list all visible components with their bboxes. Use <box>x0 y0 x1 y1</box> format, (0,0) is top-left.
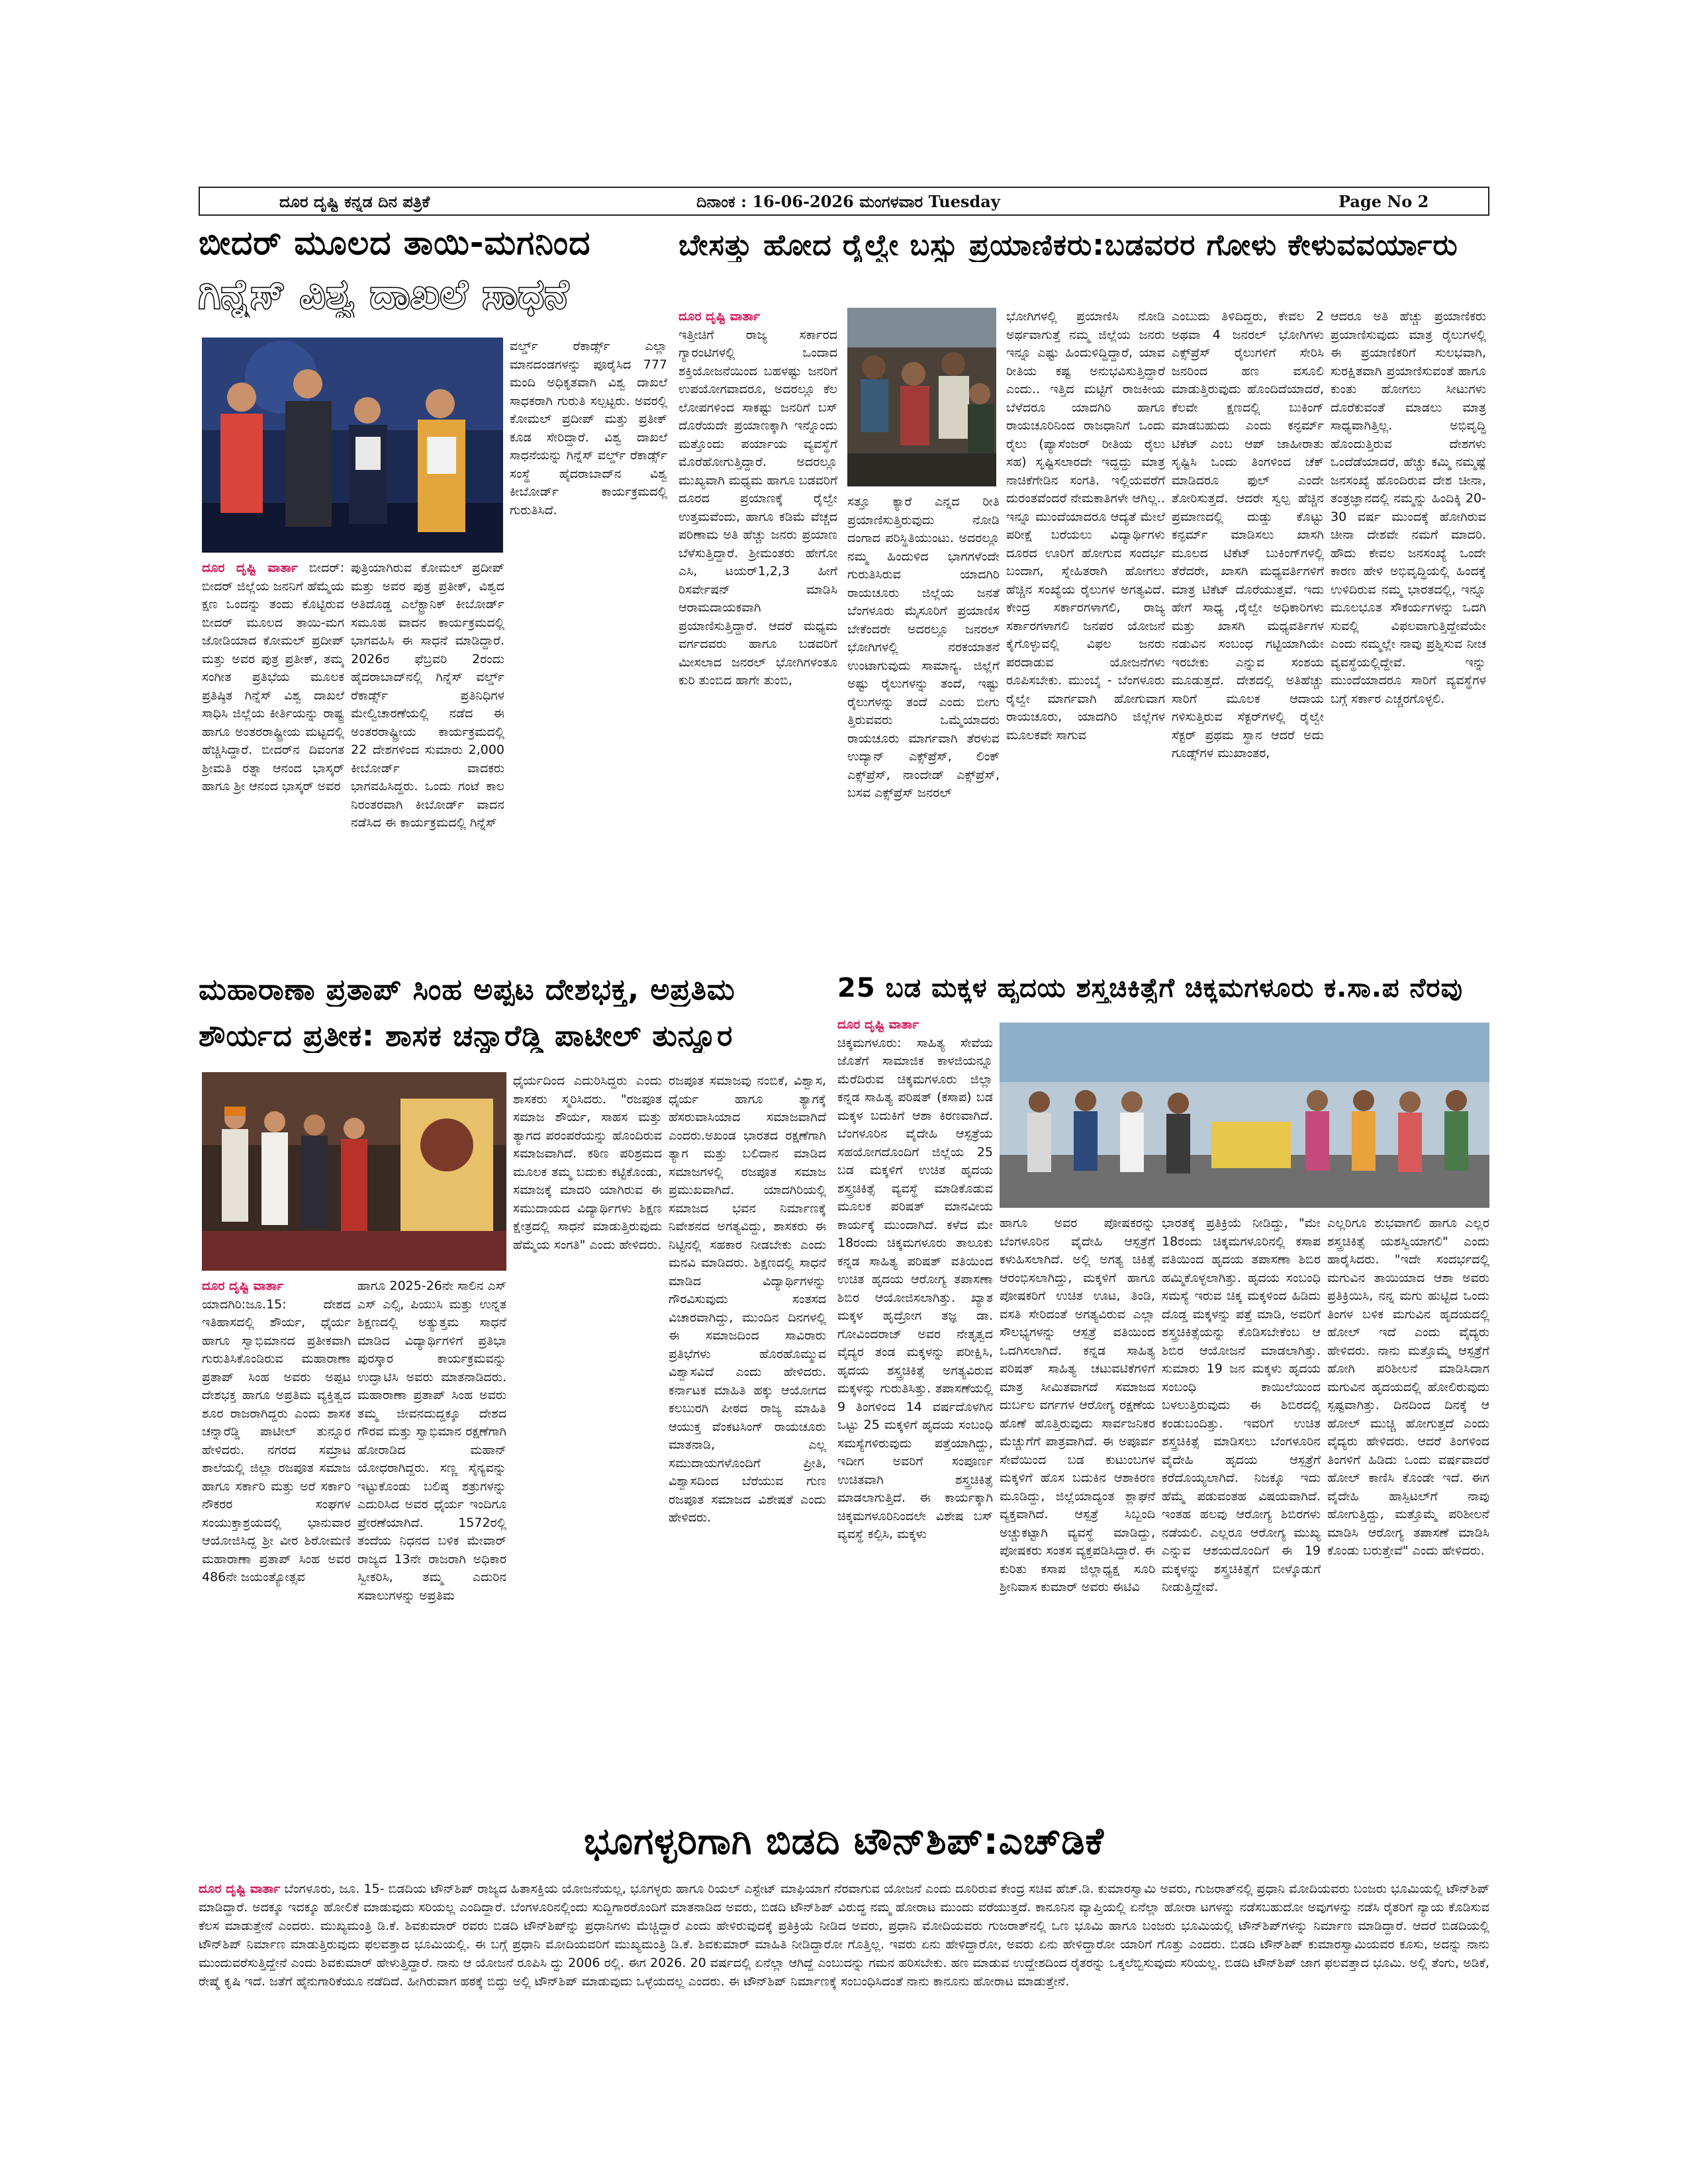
story2-byline: ದೂರ ದೃಷ್ಟಿ ವಾರ್ತಾ <box>679 309 761 324</box>
story1-headline-line2: ಗಿನ್ನೆಸ್ ವಿಶ್ವ ದಾಖಲೆ ಸಾಧನೆ <box>199 271 569 318</box>
story4-column-4: ಎಲ್ಲರಿಗೂ ಶುಭವಾಗಲಿ ಹಾಗೂ ಎಲ್ಲರ ಶಸ್ತ್ರಚಿಕಿತ್ಸೆ ಯಶಸ್ವಿಯಾಗಲಿ" ಎಂದು ಹಾರೈಸಿದರು. "ಇದೇ ಸಂದರ್ಭದಲ್ಲಿ ಮಗುವಿನ ತಾಯಿಯಾದ ಆಶಾ ಅವರು ಪ್ರತಿಕ್ರಿಯಿಸಿ, ನನ್ನ ಮಗು ಹುಟ್ಟಿದ ಒಂದು ತಿಂಗಳ ಬಳಿಕ ಮಗುವಿನ ಹೃದಯದಲ್ಲಿ ಹೋಲ್ ಇದೆ ಎಂದು ವೈದ್ಯರು ಹೇಳಿದರು. ನಾನು ಮತ್ತೊಮ್ಮೆ ಆಸ್ಪತ್ರೆಗೆ ಹೋಗಿ ಪರಿಶೀಲನೆ ಮಾಡಿಸಿದಾಗ ಮಗುವಿನ ಹೃದಯದಲ್ಲಿ ಹೋಲಿರುವುದು ಸ್ಪಷ್ಟವಾಗಿತ್ತು. ದಿನದಿಂದ ದಿನಕ್ಕೆ ಆ ಹೋಲ್ ಮುಚ್ಚಿ ಹೋಗುತ್ತದೆ ಎಂದು ವೈದ್ಯರು ಹೇಳಿದರು. ಆದರೆ ತಿಂಗಳಿಂದ ತಿಂಗಳಿಗೆ ಹಿಡಿದು ಒಂದು ವರ್ಷವಾದರೆ ಹೋಲ್ ಕಾಣಿಸಿ ಕೊಂಡೇ ಇದೆ. ಈಗ ವೈದೇಹಿ ಹಾಸ್ಪಿಟಲ್‌ಗೆ ನಾವು ಹೋಗುತ್ತಿದ್ದು, ಮತ್ತೊಮ್ಮೆ ಪರಿಶೀಲನೆ ಮಾಡಿಸಿ ಆರೋಗ್ಯ ತಪಾಸಣೆ ಮಾಡಿಸಿ ಕೊಂಡು ಬರುತ್ತೇವೆ" ಎಂದು ಹೇಳಿದರು. <box>1327 1216 1489 1558</box>
story1-column-2 <box>202 559 344 976</box>
story3-column-1: ಧೈರ್ಯದಿಂದ ಎದುರಿಸಿದ್ದರು ಎಂದು ಶಾಸಕರು ಸ್ಮರಿಸಿದರು. "ರಜಪೂತ ಸಮಾಜ ಶೌರ್ಯ, ಸಾಹಸ ಮತ್ತು ತ್ಯಾಗದ ಪರಂಪರೆಯನ್ನು ಹೊಂದಿರುವ ಸಮಾಜವಾಗಿದೆ. ಕಠಿಣ ಪರಿಶ್ರಮದ ಮೂಲಕ ತಮ್ಮ ಬದುಕು ಕಟ್ಟಿಕೊಂಡು, ಸಮಾಜಕ್ಕೆ ಮಾದರಿ ಯಾಗಿರುವ ಈ ಸಮುದಾಯದ ವಿದ್ಯಾರ್ಥಿಗಳು ಶಿಕ್ಷಣ ಕ್ಷೇತ್ರದಲ್ಲಿ ಸಾಧನೆ ಮಾಡುತ್ತಿರುವುದು ಹೆಮ್ಮೆಯ ಸಂಗತಿ" ಎಂದು ಹೇಳಿದರು. <box>513 1073 662 1252</box>
story3-column-3 <box>202 1277 351 1807</box>
story1-column-3: ಪುತ್ರಿಯಾಗಿರುವ ಕೋಮಲ್ ಪ್ರದೀಪ್ ಮತ್ತು ಅವರ ಪುತ್ರ ಪ್ರತೀಕ್, ವಿಶ್ವದ ಅತಿದೊಡ್ಡ ಎಲೆಕ್ಟ್ರಾನಿಕ್ ಕೀಬೋರ್ಡ್ ಸಮೂಹ ವಾದನ ಕಾರ್ಯಕ್ರಮದಲ್ಲಿ ಭಾಗವಹಿಸಿ ಈ ಸಾಧನೆ ಮಾಡಿದ್ದಾರೆ. 2026ರ ಫೆಬ್ರವರಿ 2ರಂದು ಹೈದರಾಬಾದ್‌ನಲ್ಲಿ ಗಿನ್ನೆಸ್ ವರ್ಲ್ಡ್ ರೆಕಾರ್ಡ್ಸ್ ಪ್ರತಿನಿಧಿಗಳ ಮೇಲ್ವಿಚಾರಣೆಯಲ್ಲಿ ನಡೆದ ಈ ಅಂತರರಾಷ್ಟ್ರೀಯ ಕಾರ್ಯಕ್ರಮದಲ್ಲಿ 22 ದೇಶಗಳಿಂದ ಸುಮಾರು 2,000 ಕೀಬೋರ್ಡ್ ವಾದಕರು ಭಾಗವಹಿಸಿದ್ದರು. ಒಂದು ಗಂಟೆ ಕಾಲ ನಿರಂತರವಾಗಿ ಕೀಬೋರ್ಡ್ ವಾದನ ನಡೆಸಿದ ಈ ಕಾರ್ಯಕ್ರಮದಲ್ಲಿ ಗಿನ್ನೆಸ್ <box>351 561 504 830</box>
story1-column-1: ವರ್ಲ್ಡ್ ರೆಕಾರ್ಡ್ಸ್ ಎಲ್ಲಾ ಮಾನದಂಡಗಳನ್ನು ಪೂರೈಸಿದ 777 ಮಂದಿ ಅಧಿಕೃತವಾಗಿ ವಿಶ್ವ ದಾಖಲೆ ಸಾಧಕರಾಗಿ ಗುರುತಿ ಸಲ್ಪಟ್ಟರು. ಅವರಲ್ಲಿ ಕೋಮಲ್ ಪ್ರದೀಪ್ ಮತ್ತು ಪ್ರತೀಕ್ ಕೂಡ ಸೇರಿದ್ದಾರೆ. ವಿಶ್ವ ದಾಖಲೆ ಸಾಧನೆಯನ್ನು ಗಿನ್ನೆಸ್ ವರ್ಲ್ಡ್ ರೆಕಾರ್ಡ್ಸ್ ಸಂಸ್ಥೆ ಹೈದರಾಬಾದ್‌ನ ವಿಶ್ವ ಕೀಬೋರ್ಡ್ ಕಾರ್ಯಕ್ರಮದಲ್ಲಿ ಗುರುತಿಸಿದೆ. <box>510 339 667 518</box>
story4-column-1 <box>837 1016 993 1807</box>
paper-name: ದೂರ ದೃಷ್ಟಿ ಕನ್ನಡ ದಿನ ಪತ್ರಿಕೆ <box>279 192 430 211</box>
story2-column-4: ಎಂಬುದು ತಿಳಿದಿದ್ದರು, ಕೇವಲ 2 ಅಥವಾ 4 ಜನರಲ್ ಭೋಗಿಗಳು ಎಕ್ಸ್‌ಪ್ರೆಸ್ ರೈಲುಗಳಿಗೆ ಸೇರಿಸಿ ಜನರಿಂದ ಹಣ ವಸೂಲಿ ಮಾಡುತ್ತಿರುವುದು ಹೊಂದಿದೆಯಾದರೆ, ಕೆಲವೇ ಕ್ಷಣದಲ್ಲಿ ಬುಕಿಂಗ್ ಮಾಡಬಹುದು ಎಂದು ಕನ್ಫರ್ಮ್ ಟಿಕೆಟ್ ಎಂಬ ಆಪ್ ಜಾಹೀರಾತು ಸೃಷ್ಟಿಸಿ ಒಂದು ತಿಂಗಳಿಂದ ಚೆಕ್ ಮಾಡಿದರೂ ಫುಲ್ ಎಂದೇ ತೋರಿಸುತ್ತದೆ. ಆದರೇ ಸ್ವಲ್ಪ ಹೆಚ್ಚಿನ ಪ್ರಮಾಣದಲ್ಲಿ ದುಡ್ಡು ಕೊಟ್ಟು ಕನ್ಫರ್ಮ್ ಮಾಡಿಸಲು ಖಾಸಗಿ ಮೂಲದ ಟಿಕೆಟ್ ಬುಕಿಂಗ್‌ಗಳಲ್ಲಿ ತೆರೆದರೇ, ಖಾಸಗಿ ಮಧ್ಯವರ್ತಿಗಳಿಗೆ ಮಾತ್ರ ಟಿಕೆಟ್ ದೊರೆಯುತ್ತವೆ. ಇದು ಹೇಗೆ ಸಾಧ್ಯ ,ರೈಲ್ವೇ ಅಧಿಕಾರಿಗಳು ಮತ್ತು ಖಾಸಗಿ ಮಧ್ಯವರ್ತಿಗಳ ನಡುವಿನ ಸಂಬಂಧ ಗಟ್ಟಿಯಾಗಿಯೇ ಇರಬೇಕು ಎನ್ನುವ ಸಂಶಯ ಮೂಡುತ್ತದೆ. ದೇಶದಲ್ಲಿ ಅತಿಹೆಚ್ಚು ಸಾರಿಗೆ ಮೂಲಕ ಆದಾಯ ಗಳಿಸುತ್ತಿರುವ ಸೆಕ್ಟರ್‌ಗಳಲ್ಲಿ ರೈಲ್ವೇ ಸೆಕ್ಟರ್ ಪ್ರಥಮ ಸ್ಥಾನ ಆದರೆ ಅದು ಗೂಡ್ಸ್‌ಗಳ ಮುಖಾಂತರ, <box>1172 309 1324 760</box>
story2-column-1-text: ಇತ್ತೀಚಿಗೆ ರಾಜ್ಯ ಸರ್ಕಾರದ ಗ್ಯಾರಂಟಿಗಳಲ್ಲಿ ಒಂದಾದ ಶಕ್ತಿಯೋಜನೆಯಿಂದ ಬಹಳಷ್ಟು ಜನರಿಗೆ ಉಪಯೋಗವಾದರೂ, ಅದರಲ್ಲೂ ಕೆಲ ಲೋಪಗಳಿಂದ ಸಾಕಷ್ಟು ಜನರಿಗೆ ಬಸ್ ದೊರೆಯದೇ ಪ್ರಯಾಣಕ್ಕಾಗಿ ಇನ್ನೊಂದು ಮತ್ತೊಂದು ಪರ್ಯಾಯ ವ್ಯವಸ್ಥೆಗೆ ಮೊರೆಹೋಗುತ್ತಿದ್ದಾರೆ. ಅದರಲ್ಲೂ ಮುಖ್ಯವಾಗಿ ಮಧ್ಯಮ ಹಾಗೂ ಬಡವರಿಗೆ ದೂರದ ಪ್ರಯಾಣಕ್ಕೆ ರೈಲ್ವೇ ಉತ್ತಮವೆಂದು, ಹಾಗೂ ಕಡಿಮೆ ವೆಚ್ಚದ ಪರಿಣಾಮ ಅತಿ ಹೆಚ್ಚು ಜನರು ಪ್ರಯಾಣ ಬೆಳೆಸುತ್ತಿದ್ದಾರೆ. ಶ್ರೀಮಂತರು ಹೇಗೋ ಎಸಿ, ಟಯರ್1,2,3 ಹೀಗೆ ರಿಸರ್ವೇಷನ್ ಮಾಡಿಸಿ ಆರಾಮದಾಯಕವಾಗಿ ಪ್ರಯಾಣಿಸುತ್ತಿದ್ದಾರೆ. ಆದರೆ ಮಧ್ಯಮ ವರ್ಗದವರು ಹಾಗೂ ಬಡವರಿಗೆ ಮೀಸಲಾದ ಜನರಲ್ ಭೋಗಿಗಳಂತೂ ಕುರಿ ತುಂಬಿದ ಹಾಗೇ ತುಂಬಿ, <box>679 327 837 688</box>
story2-column-1 <box>679 308 837 970</box>
story2-column-3: ಭೋಗಿಗಳಲ್ಲಿ ಪ್ರಯಾಣಿಸಿ ನೋಡಿ ಅರ್ಥವಾಗುತ್ತೆ ನಮ್ಮ ಜಿಲ್ಲೆಯ ಜನರು ಇನ್ನೂ ಎಷ್ಟು ಹಿಂದುಳಿದ್ದಿದ್ದಾರೆ, ಯಾವ ರೀತಿಯ ಕಷ್ಟ ಅನುಭವಿಸುತ್ತಿದ್ದಾರೆ ಎಂದು.. ಇತ್ತಿದ ಮಟ್ಟಿಗೆ ರಾಜಕೀಯ ಬೆಳೆದರೂ ಯಾದಗಿರಿ ಹಾಗೂ ರಾಯಚೂರಿನಿಂದ ರಾಜಧಾನಿಗೆ ಒಂದು ರೈಲು (ಪ್ಯಾಸೆಂಜರ್ ರೀತಿಯ ರೈಲು ಸಹ) ಸೃಷ್ಟಿಸಲಾರದೇ ಇದ್ದದ್ದು ಮಾತ್ರ ನಾಚಿಕೆಗೇಡಿನ ಸಂಗತಿ. ಇಲ್ಲಿಯವರೆಗೆ ದುರಂತವೆಂದರೆ ನೇಮಕಾತಿಗಳೇ ಆಗಿಲ್ಲ.. ಇನ್ನೂ ಮುಂದೆಯಾದರೂ ಆದ್ಯತೆ ಮೇಲೆ ಪರೀಕ್ಷೆ ಬರೆಯಲು ವಿದ್ಯಾರ್ಥಿಗಳು ದೂರದ ಊರಿಗೆ ಹೋಗುವ ಸಂದರ್ಭ ಬಂದಾಗ, ಸ್ನೇಹಿತರಾಗಿ ಹೋಗಲು ಹೆಚ್ಚಿನ ಸಂಖ್ಯೆಯ ರೈಲುಗಳ ಅಗತ್ಯವಿದೆ. ಕೇಂದ್ರ ಸರ್ಕಾರಗಳಾಗಲಿ, ರಾಜ್ಯ ಸರ್ಕಾರಗಳಾಗಲಿ ಜನಪರ ಯೋಜನೆ ಕೈಗೊಳ್ಳುವಲ್ಲಿ ವಿಫಲ ಜನರು ಪರದಾಡುವ ಯೋಜನೆಗಳು ರೂಪಿಸಬೇಕು. ಮುಂಬೈ - ಬೆಂಗಳೂರು ರೈಲ್ವೇ ಮಾರ್ಗವಾಗಿ ಹೋಗುವಾಗ ರಾಯಚೂರು, ಯಾದಗಿರಿ ಜಿಲ್ಲೆಗಳ ಮೂಲಕವೇ ಸಾಗುವ <box>1006 309 1165 743</box>
story5-headline: ಭೂಗಳ್ಳರಿಗಾಗಿ ಬಿಡದಿ ಟೌನ್‌ಶಿಪ್:ಎಚ್‌ಡಿಕೆ <box>584 1820 1104 1863</box>
story4-column-1-text: ಚಿಕ್ಕಮಗಳೂರು: ಸಾಹಿತ್ಯ ಸೇವೆಯ ಜೊತೆಗೆ ಸಾಮಾಜಿಕ ಕಾಳಜಿಯನ್ನೂ ಮೆರೆದಿರುವ ಚಿಕ್ಕಮಗಳೂರು ಜಿಲ್ಲಾ ಕನ್ನಡ ಸಾಹಿತ್ಯ ಪರಿಷತ್ (ಕಸಾಪ) ಬಡ ಮಕ್ಕಳ ಬದುಕಿಗೆ ಆಶಾ ಕಿರಣವಾಗಿದೆ. ಬೆಂಗಳೂರಿನ ವೈದೇಹಿ ಆಸ್ಪತ್ರೆಯ ಸಹಯೋಗದೊಂದಿಗೆ ಜಿಲ್ಲೆಯ 25 ಬಡ ಮಕ್ಕಳಿಗೆ ಉಚಿತ ಹೃದಯ ಶಸ್ತ್ರಚಿಕಿತ್ಸೆ ವ್ಯವಸ್ಥೆ ಮಾಡಿಕೊಡುವ ಮೂಲಕ ಪರಿಷತ್ ಮಾನವೀಯ ಕಾರ್ಯಕ್ಕೆ ಮುಂದಾಗಿದೆ. ಕಳೆದ ಮೇ 18ರಂದು ಚಿಕ್ಕಮಗಳೂರು ತಾಲೂಕು ಕನ್ನಡ ಸಾಹಿತ್ಯ ಪರಿಷತ್ ವತಿಯಿಂದ ಉಚಿತ ಹೃದಯ ಆರೋಗ್ಯ ತಪಾಸಣಾ ಶಿಬಿರ ಆಯೋಜಿಸಲಾಗಿತ್ತು. ಖ್ಯಾತ ಮಕ್ಕಳ ಹೃದ್ರೋಗ ತಜ್ಞ ಡಾ. ಗೋವಿಂದರಾಜ್ ಅವರ ನೇತೃತ್ವದ ವೈದ್ಯರ ತಂಡ ಮಕ್ಕಳನ್ನು ಪರೀಕ್ಷಿಸಿ, ಹೃದಯ ಶಸ್ತ್ರಚಿಕಿತ್ಸೆ ಅಗತ್ಯವಿರುವ ಮಕ್ಕಳನ್ನು ಗುರುತಿಸಿತ್ತು. ತಪಾಸಣೆಯಲ್ಲಿ 9 ತಿಂಗಳಿಂದ 14 ವರ್ಷದೊಳಗಿನ ಒಟ್ಟು 25 ಮಕ್ಕಳಿಗೆ ಹೃದಯ ಸಂಬಂಧಿ ಸಮಸ್ಯೆಗಳಿರುವುದು ಪತ್ತೆಯಾಗಿದ್ದು, ಇದೀಗ ಅವರಿಗೆ ಸಂಪೂರ್ಣ ಉಚಿತವಾಗಿ ಶಸ್ತ್ರಚಿಕಿತ್ಸೆ ಮಾಡಲಾಗುತ್ತಿದೆ. ಈ ಕಾರ್ಯಕ್ಕಾಗಿ ಚಿಕ್ಕಮಗಳೂರಿನಿಂದಲೇ ವಿಶೇಷ ಬಸ್ ವ್ಯವಸ್ಥೆ ಕಲ್ಪಿಸಿ, ಮಕ್ಕಳು <box>837 1035 993 1541</box>
guinness-award-photo <box>202 338 503 553</box>
story3-headline-line1: ಮಹಾರಾಣಾ ಪ್ರತಾಪ್ ಸಿಂಹ ಅಪ್ಪಟ ದೇಶಭಕ್ತ, ಅಪ್ರತಿಮ <box>199 973 735 1007</box>
story2-column-2: ಸತ್ತೂ ಕ್ಯಾರೆ ಎನ್ನದ ರೀತಿ ಪ್ರಯಾಣಿಸುತ್ತಿರುವುದು ನೋಡಿ ದಂಗಾದ ಪರಿಸ್ಥಿತಿಯುಂಟು. ಅದರಲ್ಲೂ ನಮ್ಮ ಹಿಂದುಳಿದ ಭಾಗಗಳೆಂದೇ ಗುರುತಿಸಿರುವ ಯಾದಗಿರಿ ರಾಯಚೂರು ಜಿಲ್ಲೆಯ ಜನತೆ ಬೆಂಗಳೂರು ಮೈಸೂರಿಗೆ ಪ್ರಯಾಣಿಸ ಬೇಕೆಂದರೇ ಅದರಲ್ಲೂ ಜನರಲ್ ಭೋಗಿಗಳಲ್ಲಿ ನರಕಯಾತನೆ ಉಂಟಾಗುವುದು ಸಾಮಾನ್ಯ. ಜಿಲ್ಲೆಗೆ ಅಷ್ಟು ರೈಲುಗಳನ್ನು ತಂದೆ, ಇಷ್ಟು ರೈಲುಗಳನ್ನು ತಂದೆ ಎಂದು ಬೀಗು ತ್ತಿರುವವರು ಒಮ್ಮೆಯಾದರು ರಾಯಚೂರು ಮಾರ್ಗವಾಗಿ ತೆರಳುವ ಉದ್ಯಾನ್ ಎಕ್ಸ್‌ಪ್ರೆಸ್, ಲಿಂಕ್ ಎಕ್ಸ್‌ಪ್ರೆಸ್, ನಾಂದೇಡ್ ಎಕ್ಸ್‌ಪ್ರೆಸ್, ಬಸವ ಎಕ್ಸ್‌ಪ್ರೆಸ್ ಜನರಲ್ <box>847 494 1000 800</box>
story3-headline-line2: ಶೌರ್ಯದ ಪ್ರತೀಕ: ಶಾಸಕ ಚನ್ನಾರೆಡ್ಡಿ ಪಾಟೀಲ್ ತುನ್ನೂರ <box>199 1019 733 1053</box>
story4-headline: 25 ಬಡ ಮಕ್ಕಳ ಹೃದಯ ಶಸ್ತ್ರಚಿಕಿತ್ಸೆಗೆ ಚಿಕ್ಕಮಗಳೂರು ಕ.ಸಾ.ಪ ನೆರವು <box>837 973 1464 1003</box>
story1-headline-line1: ಬೀದರ್ ಮೂಲದ ತಾಯಿ-ಮಗನಿಂದ <box>199 224 591 262</box>
story3-column-3-text: ಯಾದಗಿರಿ:ಜೂ.15: ದೇಶದ ಇತಿಹಾಸದಲ್ಲಿ ಶೌರ್ಯ, ಧೈರ್ಯ ಹಾಗೂ ಸ್ವಾಭಿಮಾನದ ಪ್ರತೀಕವಾಗಿ ಗುರುತಿಸಿಕೊಂಡಿರುವ ಮಹಾರಾಣಾ ಪ್ರತಾಪ್ ಸಿಂಹ ಅವರು ಅಪ್ಪಟ ದೇಶಭಕ್ತ ಹಾಗೂ ಅಪ್ರತಿಮ ವ್ಯಕ್ತಿತ್ವದ ಶೂರ ರಾಜರಾಗಿದ್ದರು ಎಂದು ಶಾಸಕ ಚನ್ನಾರೆಡ್ಡಿ ಪಾಟೀಲ್ ತುನ್ನೂರ ಹೇಳಿದರು. ನಗರದ ಸಮ್ರಾಟ ಶಾಲೆಯಲ್ಲಿ ಜಿಲ್ಲಾ ರಜಪೂತ ಸಮಾಜ ಹಾಗೂ ಸರ್ಕಾರಿ ಮತ್ತು ಅರೆ ಸರ್ಕಾರಿ ನೌಕರರ ಸಂಘಗಳ ಸಂಯುಕ್ತಾಶ್ರಯದಲ್ಲಿ ಭಾನುವಾರ ಆಯೋಜಿಸಿದ್ದ ಶ್ರೀ ವೀರ ಶಿರೋಮಣಿ ಮಹಾರಾಣಾ ಪ್ರತಾಪ್ ಸಿಂಹ ಅವರ 486ನೇ ಜಯಂತ್ಯೋತ್ಸವ <box>202 1297 351 1584</box>
story2-column-5: ಆದರೂ ಅತಿ ಹೆಚ್ಚು ಪ್ರಯಾಣಿಕರು ಪ್ರಯಾಣಿಸುವುದು ಮಾತ್ರ ರೈಲುಗಳಲ್ಲಿ ಈ ಪ್ರಯಾಣಿಕರಿಗೆ ಸುಲಭವಾಗಿ, ಸುರಕ್ಷಿತವಾಗಿ ಪ್ರಯಾಣಿಸುವಂತೆ ಹಾಗೂ ಕುಂತು ಹೋಗಲು ಸೀಟುಗಳು ದೊರೆಕುವಂತೆ ಮಾಡಲು ಮಾತ್ರ ಸಾಧ್ಯವಾಗಿತ್ತಿಲ್ಲ. ಅಭಿವೃದ್ಧಿ ಹೊಂದುತ್ತಿರುವ ದೇಶಗಳು ಒಂದೆಡೆಯಾದರೆ, ಹೆಚ್ಚು ಕಮ್ಮಿ ನಮ್ಮಷ್ಟೆ ಜನಸಂಖ್ಯೆ ಹೊಂದಿರುವ ದೇಶ ಚೀನಾ, ತಂತ್ರಜ್ಞಾನದಲ್ಲಿ ನಮ್ಮನ್ನು ಹಿಂದಿಕ್ಕಿ 20-30 ವರ್ಷ ಮುಂದಕ್ಕೆ ಹೋಗಿರುವ ಚೀನಾ ದೇಶವೇ ನಮಗೆ ಮಾದರಿ. ಹೌದು ಕೇವಲ ಜನಸಂಖ್ಯೆ ಒಂದೇ ಕಾರಣ ಹೇಳಿ ಅಭಿವೃದ್ಧಿಯಲ್ಲಿ ಹಿಂದಕ್ಕೆ ಉಳಿದಿರುವ ನಮ್ಮ ಭಾರತದಲ್ಲಿ, ಇನ್ನೂ ಮೂಲಭೂತ ಸೌಕರ್ಯಗಳನ್ನು ಒದಗಿ ಸುವಲ್ಲಿ ವಿಫಲವಾಗುತ್ತಿದ್ದೇವೆಯೇ ಎಂದು ನಮ್ಮಲ್ಲೇ ನಾವು ಪ್ರಶ್ನಿಸುವ ನೀಚ ವ್ಯವಸ್ಥೆಯಲ್ಲಿದ್ದೇವೆ. ಇನ್ನು ಮುಂದೆಯಾದರೂ ಸಾರಿಗೆ ವ್ಯವಸ್ಥೆಗಳ ಬಗ್ಗೆ ಸರ್ಕಾರ ಎಚ್ಚರಗೊಳ್ಳಲಿ. <box>1331 309 1486 706</box>
story3-byline: ದೂರ ದೃಷ್ಟಿ ವಾರ್ತಾ <box>202 1279 284 1293</box>
crowded-train-photo <box>847 308 996 486</box>
story2-headline: ಬೇಸತ್ತು ಹೋದ ರೈಲ್ವೇ ಬಸ್ಸು ಪ್ರಯಾಣಿಕರು:ಬಡವರರ ಗೋಳು ಕೇಳುವವರ್ಯಾರು <box>679 228 1458 262</box>
page-number: Page No 2 <box>1338 192 1429 211</box>
story5-byline: ದೂರ ದೃಷ್ಟಿ ವಾರ್ತಾ <box>199 1882 281 1896</box>
story3-column-4: ಹಾಗೂ 2025-26ನೇ ಸಾಲಿನ ಎಸ್ ಎಸ್ ಎಲ್ಸಿ, ಪಿಯುಸಿ ಮತ್ತು ಉನ್ನತ ಶಿಕ್ಷಣದಲ್ಲಿ ಅತ್ಯುತ್ತಮ ಸಾಧನೆ ಮಾಡಿದ ವಿದ್ಯಾರ್ಥಿಗಳಿಗೆ ಪ್ರತಿಭಾ ಪುರಸ್ಕಾರ ಕಾರ್ಯಕ್ರಮವನ್ನು ಉದ್ಘಾಟಿಸಿ ಅವರು ಮಾತನಾಡಿದರು. ಮಹಾರಾಣಾ ಪ್ರತಾಪ್ ಸಿಂಹ ಅವರು ತಮ್ಮ ಜೀವನದುದ್ದಕ್ಕೂ ದೇಶದ ಗೌರವ ಮತ್ತು ಸ್ವಾಭಿಮಾನ ರಕ್ಷಣೆಗಾಗಿ ಹೋರಾಡಿದ ಮಹಾನ್ ಯೋಧರಾಗಿದ್ದರು. ಸಣ್ಣ ಸೈನ್ಯವನ್ನು ಇಟ್ಟುಕೊಂಡು ಬಲಿಷ್ಠ ಶತ್ರುಗಳನ್ನು ಎದುರಿಸಿದ ಅವರ ಧೈರ್ಯ ಇಂದಿಗೂ ಪ್ರೇರಣೆಯಾಗಿದೆ. 1572ರಲ್ಲಿ ತಂದೆಯ ನಿಧನದ ಬಳಿಕ ಮೇವಾರ್ ರಾಜ್ಯದ 13ನೇ ರಾಜರಾಗಿ ಅಧಿಕಾರ ಸ್ವೀಕರಿಸಿ, ತಮ್ಮ ಎದುರಿನ ಸವಾಲುಗಳನ್ನು ಅಪ್ರತಿಮ <box>357 1279 506 1603</box>
story4-column-3: ಭಾರತಕ್ಕೆ ಪ್ರತಿಕ್ರಿಯೆ ನೀಡಿದ್ದು, "ಮೇ 18ರಂದು ಚಿಕ್ಕಮಗಳೂರಿನಲ್ಲಿ ಕಸಾಪ ವತಿಯಿಂದ ಹೃದಯ ತಪಾಸಣಾ ಶಿಬಿರ ಹಮ್ಮಿಕೊಳ್ಳಲಾಗಿತ್ತು. ಹೃದಯ ಸಂಬಂಧಿ ಸಮಸ್ಯೆ ಇರುವ ಚಿಕ್ಕ ಮಕ್ಕಳಿಂದ ಹಿಡಿದು ದೊಡ್ಡ ಮಕ್ಕಳನ್ನು ಪತ್ತೆ ಮಾಡಿ, ಅವರಿಗೆ ಶಸ್ತ್ರಚಿಕಿತ್ಸೆಯನ್ನು ಕೊಡಿಸಬೇಕೆಂಬ ಆ ಶಿಬಿರ ಆಯೋಜನೆ ಮಾಡಲಾಗಿತ್ತು. ಸುಮಾರು 19 ಜನ ಮಕ್ಕಳು ಹೃದಯ ಸಂಬಂಧಿ ಕಾಯಿಲೆಯಿಂದ ಬಳಲುತ್ತಿರುವುದು ಈ ಶಿಬಿರದಲ್ಲಿ ಕಂಡುಬಂದಿತ್ತು. ಇವರಿಗೆ ಉಚಿತ ಶಸ್ತ್ರಚಿಕಿತ್ಸೆ ಮಾಡಿಸಲು ಬೆಂಗಳೂರಿನ ವೈದೇಹಿ ಹೃದಯ ಆಸ್ಪತ್ರೆಗೆ ಕರೆದೊಯ್ಯಲಾಗಿದೆ. ನಿಜಕ್ಕೂ ಇದು ಹೆಮ್ಮೆ ಪಡುವಂತಹ ವಿಷಯವಾಗಿದೆ. ಇಂತಹ ಹಲವು ಆರೋಗ್ಯ ಶಿಬಿರಗಳು ನಡೆಯಲಿ. ಎಲ್ಲರೂ ಆರೋಗ್ಯ ಮುಖ್ಯ ಎನ್ನುವ ಆಶಯದೊಂದಿಗೆ ಈ 19 ಮಕ್ಕಳನ್ನು ಶಸ್ತ್ರಚಿಕಿತ್ಸೆಗೆ ಬೀಳ್ಕೊಡುಗೆ ನೀಡುತ್ತಿದ್ದೇವೆ. <box>1162 1216 1321 1594</box>
story5-body <box>199 1880 1489 2078</box>
story4-byline: ದೂರ ದೃಷ್ಟಿ ವಾರ್ತಾ <box>837 1017 919 1032</box>
story1-byline: ದೂರ ದೃಷ್ಟಿ ವಾರ್ತಾ <box>202 561 298 575</box>
story3-column-2: ರಜಪೂತ ಸಮಾಜವು ನಂಬಿಕೆ, ವಿಶ್ವಾಸ, ಧೈರ್ಯ ಹಾಗೂ ತ್ಯಾಗಕ್ಕೆ ಹೆಸರುವಾಸಿಯಾದ ಸಮಾಜವಾಗಿದೆ ಎಂದರು.ಅಖಂಡ ಭಾರತದ ರಕ್ಷಣೆಗಾಗಿ ತ್ಯಾಗ ಮತ್ತು ಬಲಿದಾನ ಮಾಡಿದ ಸಮಾಜಗಳಲ್ಲಿ ರಜಪೂತ ಸಮಾಜ ಪ್ರಮುಖವಾಗಿದೆ. ಯಾದಗಿರಿಯಲ್ಲಿ ಸಮಾಜದ ಭವನ ನಿರ್ಮಾಣಕ್ಕೆ ನಿವೇಶನದ ಅಗತ್ಯವಿದ್ದು, ಶಾಸಕರು ಈ ನಿಟ್ಟಿನಲ್ಲಿ ಸಹಕಾರ ನೀಡಬೇಕು ಎಂದು ಮನವಿ ಮಾಡಿದರು. ಶಿಕ್ಷಣದಲ್ಲಿ ಸಾಧನೆ ಮಾಡಿದ ವಿದ್ಯಾರ್ಥಿಗಳನ್ನು ಗೌರವಿಸುವುದು ಸಂತಸದ ವಿಚಾರವಾಗಿದ್ದು, ಮುಂದಿನ ದಿನಗಳಲ್ಲಿ ಈ ಸಮಾಜದಿಂದ ಸಾವಿರಾರು ಪ್ರತಿಭೆಗಳು ಹೊರಹೊಮ್ಮುವ ವಿಶ್ವಾಸವಿದೆ ಎಂದು ಹೇಳಿದರು. ಕರ್ನಾಟಕ ಮಾಹಿತಿ ಹಕ್ಕು ಆಯೋಗದ ಕಲಬುರಗಿ ಪೀಠದ ರಾಜ್ಯ ಮಾಹಿತಿ ಆಯುಕ್ತ ವೆಂಕಟಸಿಂಗ್ ರಾಯಚೂರು ಮಾತನಾಡಿ, ಎಲ್ಲ ಸಮುದಾಯಗಳೊಂದಿಗೆ ಪ್ರೀತಿ, ವಿಶ್ವಾಸದಿಂದ ಬೆರೆಯುವ ಗುಣ ರಜಪೂತ ಸಮಾಜದ ವಿಶೇಷತೆ ಎಂದು ಹೇಳಿದರು. <box>669 1073 826 1525</box>
story4-column-2: ಹಾಗೂ ಅವರ ಪೋಷಕರನ್ನು ಬೆಂಗಳೂರಿನ ವೈದೇಹಿ ಆಸ್ಪತ್ರೆಗೆ ಕಳುಹಿಸಲಾಗಿದೆ. ಅಲ್ಲಿ ಅಗತ್ಯ ಚಿಕಿತ್ಸೆ ಆರಂಭಿಸಲಾಗಿದ್ದು, ಮಕ್ಕಳಿಗೆ ಹಾಗೂ ಪೋಷಕರಿಗೆ ಉಚಿತ ಊಟ, ತಿಂಡಿ, ವಸತಿ ಸೇರಿದಂತೆ ಅಗತ್ಯವಿರುವ ಎಲ್ಲಾ ಸೌಲಭ್ಯಗಳನ್ನು ಆಸ್ಪತ್ರೆ ವತಿಯಿಂದ ಒದಗಿಸಲಾಗಿದೆ. ಕನ್ನಡ ಸಾಹಿತ್ಯ ಪರಿಷತ್ ಸಾಹಿತ್ಯ ಚಟುವಟಿಕೆಗಳಿಗೆ ಮಾತ್ರ ಸೀಮಿತವಾಗದೆ ಸಮಾಜದ ದುರ್ಬಲ ವರ್ಗಗಳ ಆರೋಗ್ಯ ರಕ್ಷಣೆಯ ಹೊಣೆ ಹೊತ್ತಿರುವುದು ಸಾರ್ವಜನಿಕರ ಮೆಚ್ಚುಗೆಗೆ ಪಾತ್ರವಾಗಿದೆ. ಈ ಅಪೂರ್ವ ಸೇವೆಯಿಂದ ಬಡ ಕುಟುಂಬಗಳ ಮಕ್ಕಳಿಗೆ ಹೊಸ ಬದುಕಿನ ಆಶಾಕಿರಣ ಮೂಡಿದ್ದು, ಜಿಲ್ಲೆಯಾದ್ಯಂತ ಶ್ಲಾಘನೆ ವ್ಯಕ್ತವಾಗಿದೆ. ಆಸ್ಪತ್ರೆ ಸಿಬ್ಬಂದಿ ಅಚ್ಚುಕಟ್ಟಾಗಿ ವ್ಯವಸ್ಥೆ ಮಾಡಿದ್ದು, ಪೋಷಕರು ಸಂತಸ ವ್ಯಕ್ತಪಡಿಸಿದ್ದಾರೆ. ಈ ಕುರಿತು ಕಸಾಪ ಜಿಲ್ಲಾಧ್ಯಕ್ಷ ಸೂರಿ ಶ್ರೀನಿವಾಸ ಕುಮಾರ್ ಅವರು ಈಟಿವಿ <box>1000 1216 1155 1594</box>
story1-column-2-text: ಬೀದರ್: ಬೀದರ್ ಜಿಲ್ಲೆಯ ಜನನಿಗೆ ಹೆಮ್ಮೆಯ ಕ್ಷಣ ಒಂದನ್ನು ತಂದು ಕೊಟ್ಟಿರುವ ಬೀದರ್ ಮೂಲದ ತಾಯಿ-ಮಗ ಜೋಡಿಯಾದ ಕೋಮಲ್ ಪ್ರದೀಪ್ ಮತ್ತು ಅವರ ಪುತ್ರ ಪ್ರತೀಕ್, ತಮ್ಮ ಸಂಗೀತ ಪ್ರತಿಭೆಯ ಮೂಲಕ ಪ್ರತಿಷ್ಠಿತ ಗಿನ್ನೆಸ್ ವಿಶ್ವ ದಾಖಲೆ ಸಾಧಿಸಿ ಜಿಲ್ಲೆಯ ಕೀರ್ತಿಯನ್ನು ರಾಷ್ಟ್ರ ಹಾಗೂ ಅಂತರರಾಷ್ಟ್ರೀಯ ಮಟ್ಟದಲ್ಲಿ ಹೆಚ್ಚಿಸಿದ್ದಾರೆ. ಬೀದರ್‌ನ ದಿವಂಗತ ಶ್ರೀಮತಿ ರತ್ನಾ ಆನಂದ ಭಾಸ್ಕರ್ ಹಾಗೂ ಶ್ರೀ ಆನಂದ ಭಾಸ್ಕರ್ ಅವರ <box>202 561 344 794</box>
issue-date: ದಿನಾಂಕ : 16-06-2026 ಮಂಗಳವಾರ Tuesday <box>696 192 1000 211</box>
masthead <box>199 187 1489 216</box>
story5-body-text: ಬೆಂಗಳೂರು, ಜೂ. 15- ಬಿಡದಿಯ ಟೌನ್‌ಶಿಪ್ ರಾಜ್ಯದ ಹಿತಾಸಕ್ತಿಯ ಯೋಜನೆಯಲ್ಲ, ಭೂಗಳ್ಳರು ಹಾಗೂ ರಿಯಲ್ ಎಸ್ಟೇಟ್ ಮಾಫಿಯಾಗೆ ನೆರವಾಗುವ ಯೋಜನೆ ಎಂದು ದೂರಿರುವ ಕೇಂದ್ರ ಸಚಿವ ಹೆಚ್.ಡಿ. ಕುಮಾರಸ್ವಾಮಿ ಅವರು, ಗುಜರಾತ್‌ನಲ್ಲಿ ಪ್ರಧಾನಿ ಮೋದಿಯವರು ಬಂಜರು ಭೂಮಿಯಲ್ಲಿ ಟೌನ್‌ಶಿಪ್ ಮಾಡಿದ್ದಾರೆ. ಅದಕ್ಕೂ ಇದಕ್ಕೂ ಹೋಲಿಕೆ ಮಾಡುವುದು ಸರಿಯಲ್ಲ ಎಂದಿದ್ದಾರೆ. ಬೆಂಗಳೂರಿನಲ್ಲಿಂದು ಸುದ್ದಿಗಾರರೊಂದಿಗೆ ಮಾತನಾಡಿದ ಅವರು, ಬಿಡದಿ ಟೌನ್‌ಶಿಪ್ ವಿರುದ್ಧ ನಮ್ಮ ಹೋರಾಟ ಮುಂದು ವರೆಯುತ್ತದೆ. ಕಾನೂನಿನ ವ್ಯಾಪ್ತಿಯಲ್ಲಿ ಏನೆಲ್ಲಾ ಹೋರಾ ಟಗಳನ್ನು ನಡೆಸಬಹುದೋ ಅವುಗಳನ್ನು ನಡೆಸಿ ರೈತರಿಗೆ ನ್ಯಾಯ ಕೊಡಿಸುವ ಕೆಲಸ ಮಾಡುತ್ತೇನೆ ಎಂದರು. ಮುಖ್ಯಮಂತ್ರಿ ಡಿ.ಕೆ. ಶಿವಕುಮಾರ್ ರವರು ಬಿಡದಿ ಟೌನ್‌ಶಿಪ್‌ನ್ನು ಪ್ರಧಾನಿಗಳು ಮೆಚ್ಚಿದ್ದಾರೆ ಎಂದು ಹೇಳಿರುವುದಕ್ಕೆ ಪ್ರತಿಕ್ರಿಯೆ ನೀಡಿದ ಅವರು, ಪ್ರಧಾನಿ ಮೋದಿಯವರು ಗುಜರಾತ್‌ನಲ್ಲಿ ಒಣ ಭೂಮಿ ಹಾಗೂ ಬಂಜರು ಭೂಮಿಯಲ್ಲಿ ಟೌನ್‌ಶಿಪ್‌ಗಳನ್ನು ನಿರ್ಮಾಣ ಮಾಡಿದ್ದಾರೆ. ಆದರೆ ಬಿಡದಿಯಲ್ಲಿ ಟೌನ್‌ಶಿಪ್ ನಿರ್ಮಾಣ ಮಾಡುತ್ತಿರುವುದು ಫಲವತ್ತಾದ ಭೂಮಿಯಲ್ಲಿ. ಈ ಬಗ್ಗೆ ಪ್ರಧಾನಿ ಮೋದಿಯವರಿಗೆ ಮುಖ್ಯಮಂತ್ರಿ ಡಿ.ಕೆ. ಶಿವಕುಮಾರ್ ಮಾಹಿತಿ ನೀಡಿದ್ದಾರೋ ಗೊತ್ತಿಲ್ಲ. ಇವರು ಏನು ಹೇಳಿದ್ದಾರೋ, ಅವರು ಏನು ಹೇಳಿದ್ದಾರೋ ಯಾರಿಗೆ ಗೊತ್ತು ಎಂದರು. ಬಿಡದಿ ಟೌನ್‌ಶಿಪ್ ಕುಮಾರಸ್ವಾಮಿಯವರ ಕೂಸು, ಅದನ್ನು ನಾನು ಮುಂದುವರೆಸುತ್ತಿದ್ದೇನೆ ಎಂದು ಶಿವಕುಮಾರ್ ಹೇಳುತ್ತಿದ್ದಾರೆ. ನಾನು ಆ ಯೋಜನೆ ರೂಪಿಸಿ ದ್ದು 2006 ರಲ್ಲಿ. ಈಗ 2026. 20 ವರ್ಷದಲ್ಲಿ ಏನೆಲ್ಲಾ ಆಗಿದ್ದೆ ಎಂಬುದನ್ನು ಗಮನ ಹರಿಸಬೇಕು. ಹಣ ಮಾಡುವ ಉದ್ದೇಶದಿಂದ ರೈತರನ್ನು ಒಕ್ಕಲೆಬ್ಬಿಸುವುದು ಸರಿಯಲ್ಲ. ಬಿಡದಿ ಟೌನ್‌ಶಿಪ್ ಜಾಗ ಫಲವತ್ತಾದ ಭೂಮಿ. ಅಲ್ಲಿ ತೆಂಗು, ಅಡಿಕೆ, ರೇಷ್ಮೆ ಕೃಷಿ ಇದೆ. ಜತೆಗೆ ಹೈನುಗಾರಿಕೆಯೂ ನಡೆದಿದೆ. ಹೀಗಿರುವಾಗ ಹಠಕ್ಕೆ ಬಿದ್ದು ಅಲ್ಲಿ ಟೌನ್‌ಶಿಪ್ ಮಾಡುವುದು ಒಳ್ಳೆಯದಲ್ಲ ಎಂದರು. ಈ ಟೌನ್‌ಶಿಪ್ ನಿರ್ಮಾಣಕ್ಕೆ ಸಂಬಂಧಿಸಿದಂತೆ ನಾನು ಕಾನೂನು ಹೋರಾಟ ಮಾಡುತ್ತೇನೆ. <box>199 1882 1489 1989</box>
maharana-pratap-event-photo <box>202 1072 506 1271</box>
kasapa-group-photo <box>1000 1023 1489 1208</box>
